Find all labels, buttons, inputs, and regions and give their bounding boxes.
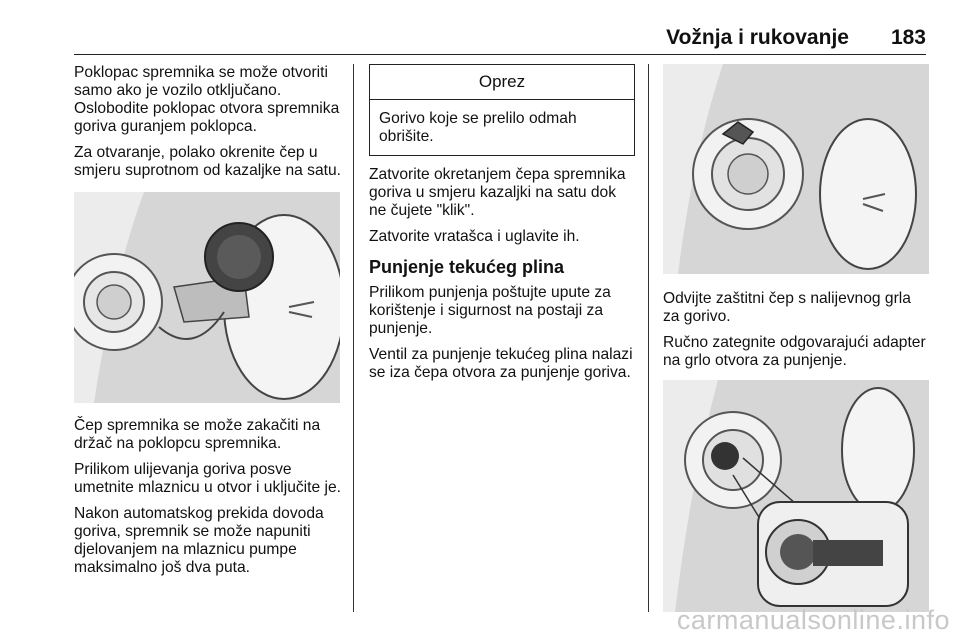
paragraph: Ručno zategnite odgovarajući adapter na grlo otvora za punjenje.: [663, 334, 926, 369]
watermark: carmanualsonline.info: [676, 605, 950, 635]
paragraph: Zatvorite okretanjem čepa spremnika goriva u smjeru kazaljki na satu dok ne čujete "klik".: [369, 166, 626, 219]
column-1: [74, 64, 342, 585]
protective-cap-illustration: [663, 64, 929, 274]
paragraph: Čep spremnika se može zakačiti na držač na poklopcu spremnika.: [74, 417, 321, 452]
paragraph: Odvijte zaštitni čep s nalijevnog grla za gorivo.: [663, 290, 911, 325]
caution-box: [369, 64, 635, 156]
header-rule: [74, 54, 926, 55]
paragraph: Poklopac spremnika se može otvoriti samo ako je vozilo otključano. Oslobodite poklopac otvora spremnika goriva guranjem poklopca.: [74, 64, 340, 135]
paragraph: Zatvorite vratašca i uglavite ih.: [369, 228, 580, 245]
caution-text: Gorivo koje se prelilo odmah obrišite.: [379, 110, 577, 145]
adapter-drawing: [663, 380, 929, 612]
page-header: [74, 22, 926, 54]
section-heading: Punjenje tekućeg plina: [369, 257, 565, 277]
fuel-cap-drawing: [74, 192, 340, 403]
paragraph: Ventil za punjenje tekućeg plina nalazi se iza čepa otvora za punjenje goriva.: [369, 346, 633, 381]
section-title: Vožnja i rukovanje: [666, 26, 849, 49]
paragraph: Prilikom punjenja poštujte upute za korištenje i sigurnost na postaji za punjenje.: [369, 284, 611, 337]
column-divider: [353, 64, 354, 612]
paragraph: Prilikom ulijevanja goriva posve umetnite mlaznicu u otvor i uključite je.: [74, 461, 341, 496]
paragraph: Za otvaranje, polako okrenite čep u smjeru suprotnom od kazaljke na satu.: [74, 144, 341, 179]
caution-title: Oprez: [370, 65, 634, 100]
page-number: 183: [890, 26, 926, 49]
protective-cap-drawing: [663, 64, 929, 274]
adapter-illustration: [663, 380, 929, 612]
column-divider: [648, 64, 649, 612]
paragraph: Nakon automatskog prekida dovoda goriva, spremnik se može napuniti djelovanjem na mlaznicu pumpe maksimalno još dva puta.: [74, 505, 324, 576]
column-3: [663, 64, 931, 612]
column-2: [369, 64, 637, 390]
fuel-cap-open-illustration: [74, 192, 340, 403]
